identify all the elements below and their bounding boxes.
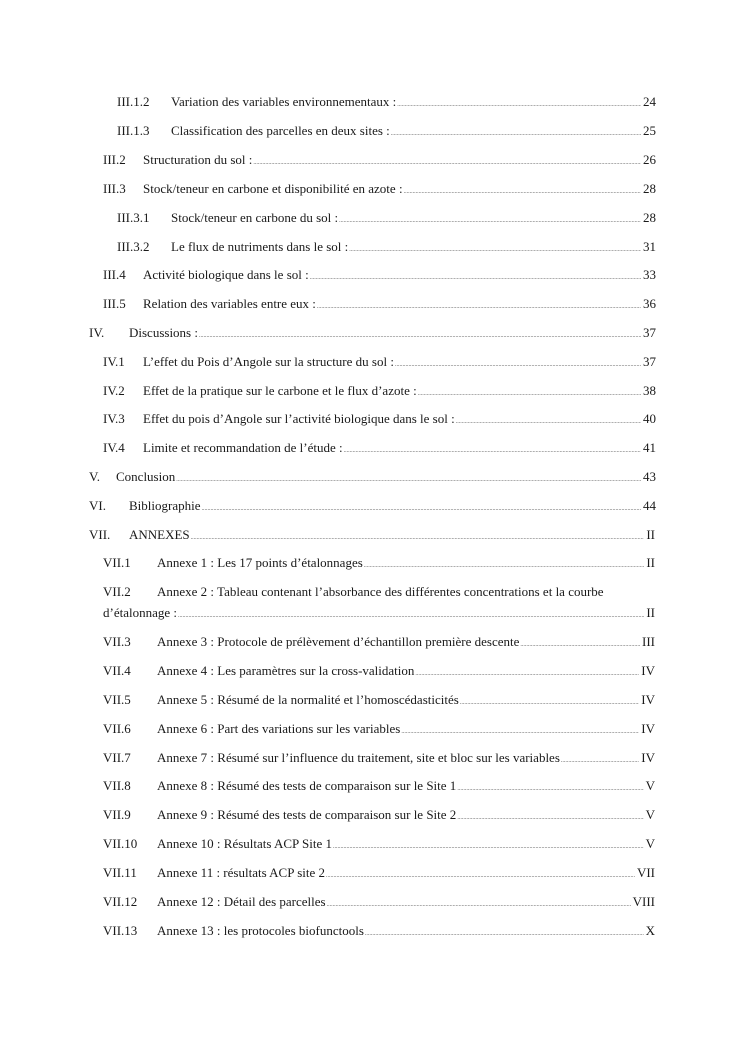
dot-leader (460, 694, 639, 712)
dot-leader (397, 96, 641, 114)
toc-entry-page: 37 (643, 325, 656, 340)
toc-entry[interactable] (103, 922, 655, 940)
dot-leader (391, 125, 641, 143)
dot-leader (202, 500, 642, 518)
dot-leader (561, 752, 639, 770)
toc-entry-title: Activité biologique dans le sol : (143, 267, 309, 282)
dot-leader (395, 356, 641, 374)
toc-entry-title: Conclusion (116, 469, 176, 484)
toc-entry-page: 40 (643, 411, 656, 426)
dot-leader (365, 925, 644, 943)
dot-leader (457, 780, 643, 798)
toc-entry[interactable] (103, 720, 655, 738)
toc-entry-title: Annexe 12 : Détail des parcelles (157, 894, 326, 909)
toc-entry-page: 31 (643, 239, 656, 254)
dot-leader (415, 665, 639, 683)
toc-entry[interactable] (103, 691, 655, 709)
toc-entry[interactable] (103, 554, 655, 572)
toc-entry-number: VII.5 (103, 692, 131, 707)
dot-leader (253, 154, 641, 172)
toc-entry-number: VII.4 (103, 663, 131, 678)
toc-entry[interactable] (103, 180, 656, 198)
toc-entry-title: Effet de la pratique sur le carbone et le flux d’azote : (143, 383, 417, 398)
toc-entry-page: II (646, 527, 655, 542)
toc-entry[interactable] (103, 353, 656, 371)
toc-entry-page: X (645, 923, 655, 938)
toc-entry[interactable] (117, 238, 656, 256)
dot-leader (191, 529, 645, 547)
toc-entry-page: 25 (643, 123, 656, 138)
dot-leader (326, 867, 635, 885)
toc-entry[interactable] (103, 749, 655, 767)
toc-entry-number: VII.1 (103, 555, 131, 570)
toc-entry-title: L’effet du Pois d’Angole sur la structure du sol : (143, 354, 394, 369)
toc-entry-number: VII.12 (103, 894, 138, 909)
toc-entry-title: ANNEXES (129, 527, 190, 542)
toc-entry[interactable] (117, 122, 656, 140)
toc-entry[interactable] (103, 583, 655, 601)
toc-entry-number: III.2 (103, 152, 126, 167)
toc-entry-title: Annexe 10 : Résultats ACP Site 1 (157, 836, 333, 851)
toc-entry-page: 41 (643, 440, 656, 455)
toc-entry[interactable] (89, 468, 656, 486)
toc-entry[interactable] (117, 93, 656, 111)
toc-entry-number: IV. (89, 325, 105, 340)
toc-entry[interactable] (89, 324, 656, 342)
toc-entry[interactable] (103, 777, 655, 795)
toc-entry-page: 44 (643, 498, 656, 513)
toc-entry-title: Annexe 4 : Les paramètres sur la cross-validation (157, 663, 415, 678)
toc-entry-page: IV (641, 663, 655, 678)
toc-entry-title: Structuration du sol : (143, 152, 253, 167)
toc-entry-page: 28 (643, 181, 656, 196)
toc-entry[interactable] (103, 439, 656, 457)
toc-entry-page: III (642, 634, 655, 649)
dot-leader (401, 723, 639, 741)
toc-entry-continuation[interactable] (103, 604, 655, 622)
toc-entry-page: 26 (643, 152, 656, 167)
toc-entry-number: III.5 (103, 296, 126, 311)
dot-leader (520, 636, 640, 654)
toc-entry-number: VII.2 (103, 584, 131, 599)
toc-entry-number: III.3 (103, 181, 126, 196)
toc-entry-page: 28 (643, 210, 656, 225)
toc-entry-title: Classification des parcelles en deux sites : (171, 123, 390, 138)
dot-leader (310, 269, 641, 287)
toc-entry-title: Relation des variables entre eux : (143, 296, 316, 311)
toc-entry[interactable] (103, 382, 656, 400)
toc-entry-page: 43 (643, 469, 656, 484)
toc-entry[interactable] (103, 151, 656, 169)
toc-entry-page: 36 (643, 296, 656, 311)
dot-leader (333, 838, 644, 856)
toc-entry-page: 33 (643, 267, 656, 282)
toc-entry-title: Le flux de nutriments dans le sol : (171, 239, 349, 254)
toc-entry-title: Annexe 9 : Résumé des tests de comparaison sur le Site 2 (157, 807, 457, 822)
toc-entry[interactable] (89, 497, 656, 515)
toc-entry-number: IV.1 (103, 354, 125, 369)
toc-entry-number: IV.3 (103, 411, 125, 426)
dot-leader (199, 327, 641, 345)
toc-entry-page: VIII (632, 894, 655, 909)
toc-entry-title: Annexe 5 : Résumé de la normalité et l’homoscédasticités (157, 692, 459, 707)
toc-entry-title: Annexe 13 : les protocoles biofunctools (157, 923, 364, 938)
toc-entry-number: VII.3 (103, 634, 131, 649)
toc-entry-title: Annexe 8 : Résumé des tests de comparaison sur le Site 1 (157, 778, 457, 793)
toc-entry-page: V (645, 778, 655, 793)
dot-leader (418, 385, 641, 403)
toc-entry-title: Stock/teneur en carbone et disponibilité en azote : (143, 181, 403, 196)
toc-entry-title: Bibliographie (129, 498, 201, 513)
toc-entry-page: 37 (643, 354, 656, 369)
toc-entry-page: VII (636, 865, 655, 880)
toc-entry-page: IV (641, 721, 655, 736)
dot-leader (176, 471, 641, 489)
toc-entry-number: VI. (89, 498, 106, 513)
toc-entry-number: IV.2 (103, 383, 125, 398)
toc-entry-page: IV (641, 692, 655, 707)
dot-leader (364, 557, 645, 575)
toc-entry-number: VII.11 (103, 865, 137, 880)
toc-entry-number: III.4 (103, 267, 126, 282)
toc-entry-number: VII.8 (103, 778, 131, 793)
dot-leader (178, 607, 644, 625)
dot-leader (344, 442, 641, 460)
toc-entry-number: V. (89, 469, 100, 484)
toc-entry-title: Discussions : (129, 325, 198, 340)
toc-entry-number: III.3.2 (117, 239, 150, 254)
toc-entry-number: VII.7 (103, 750, 131, 765)
toc-entry-page: II (646, 605, 655, 620)
toc-entry[interactable] (103, 266, 656, 284)
toc-entry-title-continued: d’étalonnage : (103, 605, 177, 620)
toc-entry[interactable] (103, 864, 655, 882)
toc-entry-title: Annexe 3 : Protocole de prélèvement d’échantillon première descente (157, 634, 520, 649)
toc-entry[interactable] (117, 209, 656, 227)
dot-leader (457, 809, 643, 827)
toc-entry-page: 38 (643, 383, 656, 398)
toc-entry-number: III.1.2 (117, 94, 150, 109)
toc-entry[interactable] (103, 893, 655, 911)
toc-entry-title: Stock/teneur en carbone du sol : (171, 210, 339, 225)
toc-entry-title: Annexe 11 : résultats ACP site 2 (157, 865, 326, 880)
toc-entry-title: Annexe 1 : Les 17 points d’étalonnages (157, 555, 363, 570)
dot-leader (404, 183, 641, 201)
toc-entry-page: IV (641, 750, 655, 765)
toc-entry-number: VII.6 (103, 721, 131, 736)
toc-entry-number: VII. (89, 527, 111, 542)
toc-entry-number: III.3.1 (117, 210, 150, 225)
dot-leader (317, 298, 641, 316)
toc-entry-number: VII.13 (103, 923, 138, 938)
toc-entry[interactable] (89, 526, 655, 544)
toc-entry[interactable] (103, 410, 656, 428)
toc-entry-title: Effet du pois d’Angole sur l’activité biologique dans le sol : (143, 411, 455, 426)
toc-entry-title: Annexe 2 : Tableau contenant l’absorbance des différentes concentrations et la courbe (157, 584, 604, 599)
dot-leader (456, 413, 641, 431)
toc-entry-page: V (645, 836, 655, 851)
dot-leader (339, 212, 641, 230)
toc-entry[interactable] (103, 662, 655, 680)
toc-entry[interactable] (103, 806, 655, 824)
toc-entry[interactable] (103, 295, 656, 313)
toc-entry[interactable] (103, 835, 655, 853)
toc-entry-number: IV.4 (103, 440, 125, 455)
toc-entry-number: VII.9 (103, 807, 131, 822)
toc-entry-page: II (646, 555, 655, 570)
toc-entry-title: Variation des variables environnementaux : (171, 94, 397, 109)
toc-entry[interactable] (103, 633, 655, 651)
toc-entry-title: Annexe 7 : Résumé sur l’influence du traitement, site et bloc sur les variables (157, 750, 560, 765)
toc-entry-page: 24 (643, 94, 656, 109)
toc-entry-title: Limite et recommandation de l’étude : (143, 440, 343, 455)
toc-entry-title: Annexe 6 : Part des variations sur les variables (157, 721, 401, 736)
toc-entry-page: V (645, 807, 655, 822)
toc-entry-number: III.1.3 (117, 123, 150, 138)
toc-entry-number: VII.10 (103, 836, 138, 851)
dot-leader (349, 241, 641, 259)
dot-leader (327, 896, 631, 914)
